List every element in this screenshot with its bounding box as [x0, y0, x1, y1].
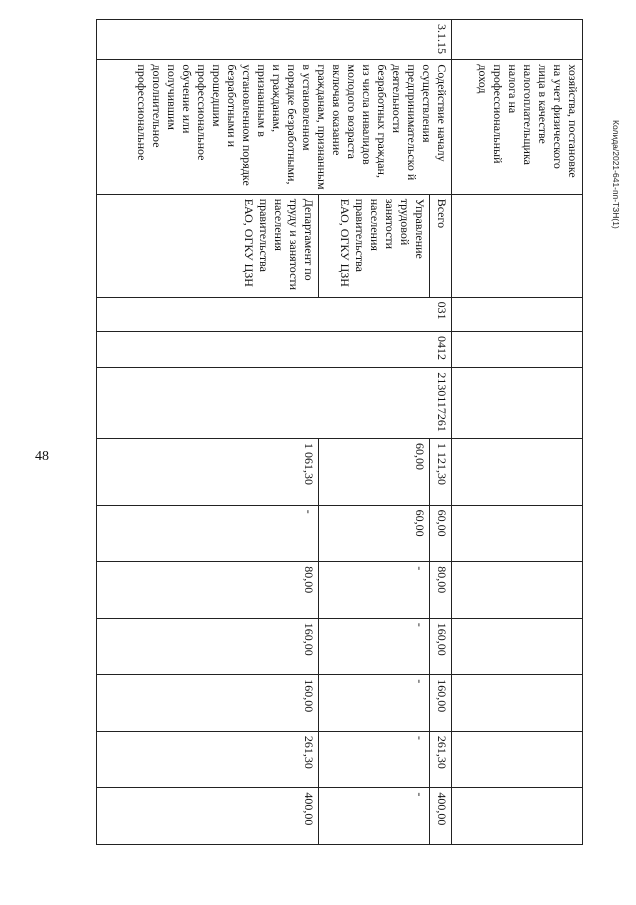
csr-code: 2130117261: [97, 368, 452, 439]
value-cell: [97, 562, 452, 619]
total-value: 400,00: [435, 792, 449, 826]
executor-1-value: 60,00: [323, 506, 430, 562]
executor-2-value: 160,00: [301, 619, 319, 675]
rzpr-code: 0412: [97, 332, 452, 368]
value-cell: [97, 788, 452, 845]
executors-cell: [97, 194, 452, 297]
page-number: 48: [35, 449, 49, 464]
cell: [452, 618, 583, 675]
value-cell: [97, 618, 452, 675]
cell: [452, 20, 583, 60]
executor-2-value: 80,00: [301, 562, 319, 618]
total-value: 160,00: [435, 679, 449, 713]
executor-2-name: Департамент по труду и занятости населения правительства ЕАО, ОГКУ ЦЗН: [241, 195, 319, 297]
cell: [452, 368, 583, 439]
total-value: 80,00: [435, 566, 449, 594]
cell: [452, 788, 583, 845]
value-cell: [97, 675, 452, 732]
rotated-table-container: [96, 19, 583, 845]
cell: [452, 194, 583, 297]
cell: [452, 505, 583, 562]
executor-1-value: -: [323, 562, 430, 618]
cell: [452, 332, 583, 368]
total-label: Всего: [435, 198, 449, 229]
value-cell: [97, 505, 452, 562]
value-cell: [97, 731, 452, 788]
cell: [452, 439, 583, 506]
executor-1-value: 60,00: [323, 439, 430, 505]
measure-name: Содействие началу осуществления предпринимательско й деятельности безработных граждан, из числа инвалидов молодого возраста включая оказание гражданам, признанным в установленном порядке безработными, и гражданам, признанным в установленном порядке безработными и прошедшим профессиональное обучение или получившим дополнительное профессиональное: [97, 60, 452, 194]
executor-1-name: Управление трудовой занятости населения правительства ЕАО, ОГКУ ЦЗН: [323, 195, 430, 297]
budget-table: [96, 19, 583, 845]
table-row-previous: [452, 20, 583, 845]
grbs-code: 031: [97, 297, 452, 331]
cell: [452, 297, 583, 331]
executor-2-value: 1 061,30: [301, 439, 319, 505]
cell: [452, 562, 583, 619]
prev-row-name: хозяйства, постановке на учет физического лица в качестве налогоплательщика налога на профессиональный доход: [452, 60, 583, 194]
total-value: 160,00: [435, 622, 449, 656]
executor-2-value: -: [301, 506, 319, 562]
executor-2-value: 160,00: [301, 675, 319, 731]
executor-1-value: -: [323, 732, 430, 788]
value-cell: [97, 439, 452, 506]
cell: [452, 675, 583, 732]
executor-1-value: -: [323, 788, 430, 844]
total-value: 261,30: [435, 735, 449, 769]
executor-2-value: 261,30: [301, 732, 319, 788]
row-number: 3.1.15: [97, 20, 452, 60]
footer-code: Колида/2021-641-пп-ТЗН(1): [611, 120, 621, 229]
total-value: 60,00: [435, 509, 449, 537]
cell: [452, 731, 583, 788]
executor-1-value: -: [323, 619, 430, 675]
executor-1-value: -: [323, 675, 430, 731]
table-row-main: [97, 20, 452, 845]
total-value: 1 121,30: [435, 443, 449, 486]
executor-2-value: 400,00: [301, 788, 319, 844]
